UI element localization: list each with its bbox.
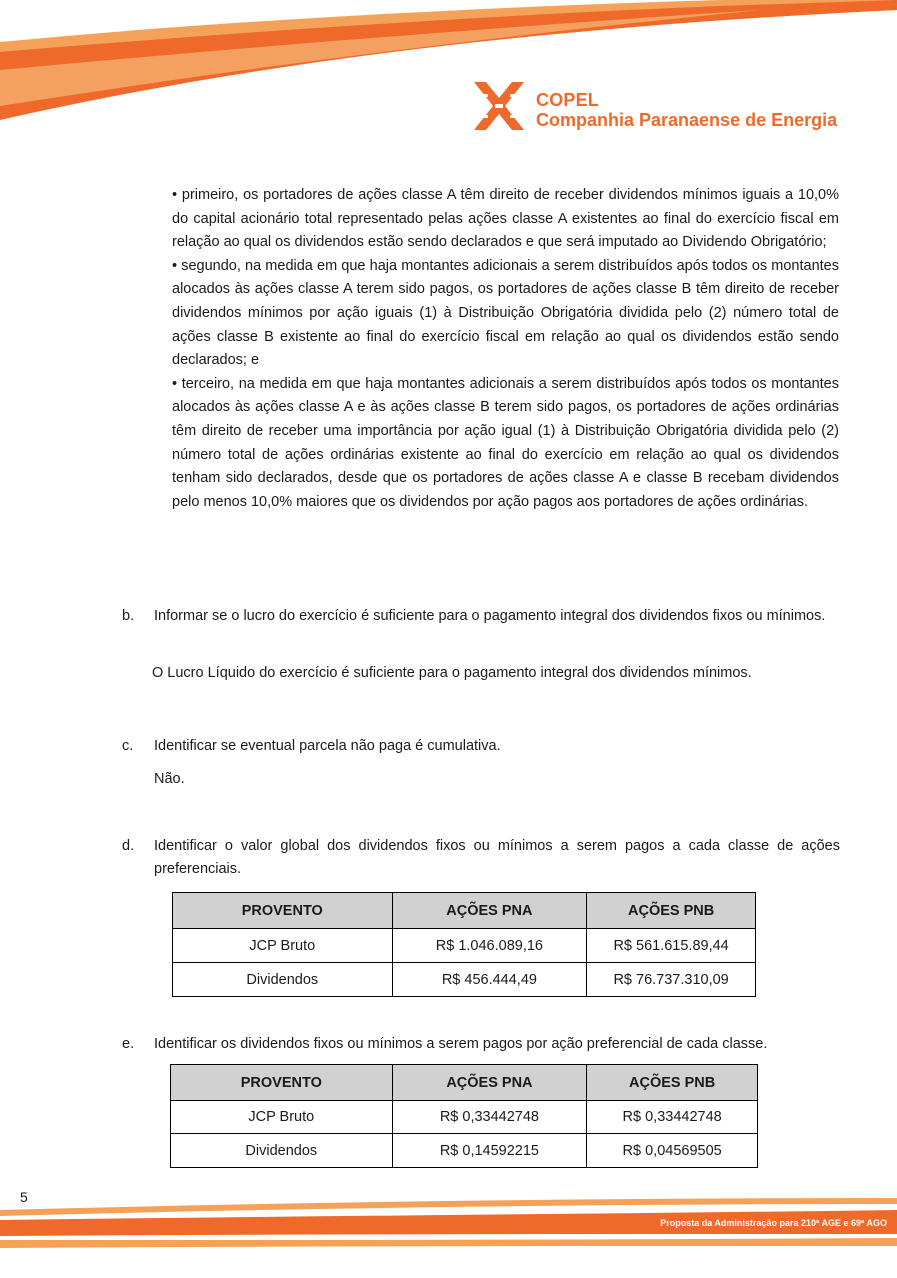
cell-pna: R$ 0,33442748: [392, 1101, 587, 1134]
header-provento: PROVENTO: [173, 893, 393, 929]
header-acoes-pna: AÇÕES PNA: [392, 893, 587, 929]
item-letter: c.: [122, 738, 134, 754]
header-acoes-pna: AÇÕES PNA: [392, 1065, 587, 1101]
table-per-share-dividends: [170, 1064, 758, 1168]
item-c: [122, 735, 840, 758]
page-number: 5: [20, 1189, 28, 1205]
cell-pna: R$ 1.046.089,16: [392, 929, 587, 963]
footer-decoration: [0, 1190, 897, 1278]
header-provento: PROVENTO: [171, 1065, 393, 1101]
company-full-name: Companhia Paranaense de Energia: [536, 110, 838, 130]
footer-caption: Proposta da Administração para 210ª AGE e 69ª AGO: [660, 1218, 887, 1228]
header-acoes-pnb: AÇÕES PNB: [587, 1065, 758, 1101]
cell-pnb: R$ 0,04569505: [587, 1134, 758, 1168]
item-question: Identificar os dividendos fixos ou mínimos a serem pagos por ação preferencial de cada classe.: [154, 1036, 768, 1052]
dividend-priority-bullets: [172, 184, 839, 514]
table-header-row: [171, 1065, 758, 1101]
bullet-paragraph: • segundo, na medida em que haja montantes adicionais a serem distribuídos após todos os montantes alocados às ações classe A terem sido pagos, os portadores de ações classe B têm direito de receber dividendos mínimos por ação iguais (1) à Distribuição Obrigatória dividida pelo (2) número total de ações classe B existente ao final do exercício fiscal em relação ao qual os dividendos estão sendo declarados; e: [172, 257, 839, 369]
item-e: [122, 1033, 840, 1056]
item-letter: e.: [122, 1036, 135, 1052]
item-b: [122, 605, 840, 628]
bullet-paragraph: • terceiro, na medida em que haja montantes adicionais a serem distribuídos após todos os montantes alocados às ações classe A e às ações classe B terem sido pagos, os portadores de ações ordinárias têm direito de receber uma importância por ação igual (1) à Distribuição Obrigatória dividida pelo (2) número total de ações ordinárias existente ao final do exercício em relação ao qual os dividendos tenham sido declarados, desde que os portadores de ações classe A e classe B recebam dividendos pelo menos 10,0% maiores que os dividendos por ação pagos aos portadores de ações ordinárias.: [172, 375, 839, 510]
item-letter: b.: [122, 608, 135, 624]
table-header-row: [173, 893, 756, 929]
item-b-answer: O Lucro Líquido do exercício é suficiente para o pagamento integral dos dividendos mínimos.: [152, 665, 752, 681]
cell-pna: R$ 0,14592215: [392, 1134, 587, 1168]
bullet-paragraph: • primeiro, os portadores de ações classe A têm direito de receber dividendos mínimos iguais a 10,0% do capital acionário total representado pelas ações classe A existentes ao final do exercício fiscal em relação ao qual os dividendos estão sendo declarados e que será imputado ao Dividendo Obrigatório;: [172, 187, 839, 251]
header-acoes-pnb: AÇÕES PNB: [587, 893, 756, 929]
table-row: [173, 929, 756, 963]
cell-pnb: R$ 0,33442748: [587, 1101, 758, 1134]
table-row: [171, 1134, 758, 1168]
item-question: Identificar se eventual parcela não paga é cumulativa.: [154, 738, 501, 754]
item-letter: d.: [122, 838, 135, 854]
item-question: Informar se o lucro do exercício é suficiente para o pagamento integral dos dividendos fixos ou mínimos.: [154, 608, 826, 624]
cell-provento: Dividendos: [171, 1134, 393, 1168]
table-row: [173, 963, 756, 997]
cell-provento: JCP Bruto: [173, 929, 393, 963]
company-short-name: COPEL: [536, 90, 600, 110]
cell-pna: R$ 456.444,49: [392, 963, 587, 997]
cell-pnb: R$ 561.615.89,44: [587, 929, 756, 963]
table-global-dividends: [172, 892, 756, 997]
table-row: [171, 1101, 758, 1134]
item-question: Identificar o valor global dos dividendos fixos ou mínimos a serem pagos a cada classe de ações preferenciais.: [154, 838, 840, 877]
copel-logo-icon: [472, 80, 526, 132]
item-c-answer: Não.: [154, 771, 185, 787]
cell-pnb: R$ 76.737.310,09: [587, 963, 756, 997]
company-logo: [472, 80, 892, 136]
item-d: [122, 835, 840, 881]
cell-provento: Dividendos: [173, 963, 393, 997]
cell-provento: JCP Bruto: [171, 1101, 393, 1134]
